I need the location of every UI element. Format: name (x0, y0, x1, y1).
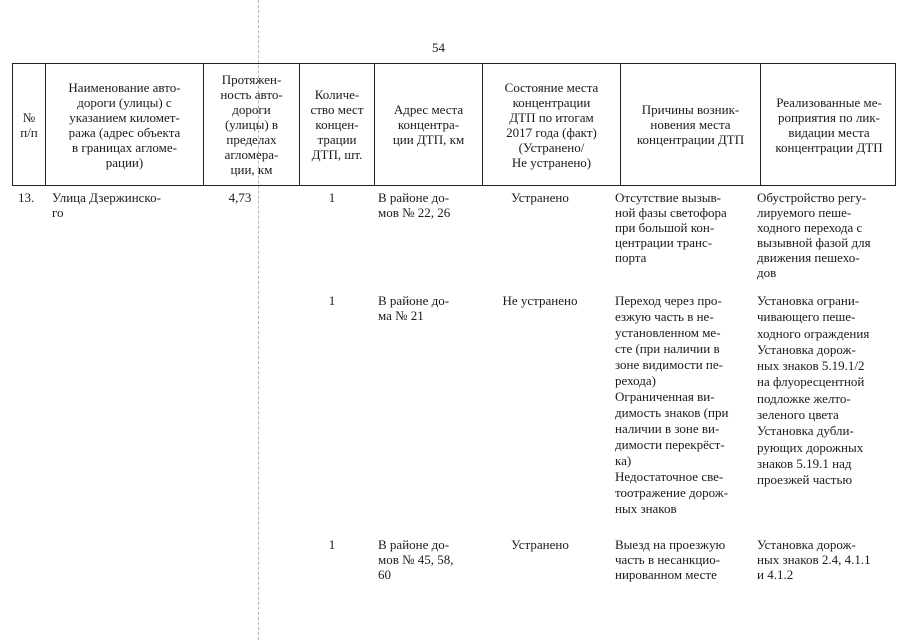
road-length: 4,73 (228, 190, 252, 205)
page-number: 54 (432, 40, 445, 55)
table-header (12, 63, 896, 186)
header-road-name: Наименование авто- дороги (улицы) с указанием километ- ража (адрес объекта в границах агломе- рации) (45, 64, 203, 185)
spot-count: 1 (328, 537, 336, 552)
header-number: № п/п (20, 109, 38, 140)
spot-measures: Установка ограни- чивающего пеше- ходного ограждения Установка дорож- ных знаков 5.19.1/2 на флуоресцентной подложке желто- зеленого цвета Установка дубли- рующих дорожных знаков 5.19.1 над проезжей частью (757, 293, 870, 488)
spot-status: Устранено (511, 537, 569, 552)
spot-address: В районе до- мов № 45, 58, 60 (378, 537, 454, 582)
spot-address: В районе до- мов № 22, 26 (378, 190, 451, 220)
header-spot-address: Адрес места концентра- ции ДТП, км (374, 64, 482, 185)
header-status-2017: Состояние места концентрации ДТП по итогам 2017 года (факт) (Устранено/ Не устранено) (482, 64, 620, 185)
spot-count: 1 (328, 293, 336, 308)
spot-address: В районе до- ма № 21 (378, 293, 450, 323)
spot-causes: Переход через про- езжую часть в не- установленном ме- сте (при наличии в зоне видимости пе- рехода) Ограниченная ви- димость знаков (при наличии в зоне ви- димости перекрёст- ка) Недостаточное све- тоотражение дорож- ных знаков (615, 293, 729, 516)
header-spot-count: Количе- ство мест концен- трации ДТП, шт. (299, 64, 374, 185)
header-measures: Реализованные ме- роприятия по лик- видации места концентрации ДТП (760, 64, 897, 185)
spot-measures: Обустройство регу- лируемого пеше- ходного перехода с вызывной фазой для движения пешехо- дов (757, 190, 871, 280)
spot-causes: Отсутствие вызыв- ной фазы светофора при большой кон- центрации транс- порта (615, 190, 727, 265)
spot-count: 1 (328, 190, 336, 205)
spot-causes: Выезд на проезжую часть в несанкцио- нированном месте (615, 537, 726, 582)
spot-status: Не устранено (502, 293, 578, 308)
header-road-length: Протяжен- ность авто- дороги (улицы) в пределах агломера- ции, км (203, 64, 299, 185)
header-causes: Причины возник- новения места концентрации ДТП (620, 64, 760, 185)
spot-measures: Установка дорож- ных знаков 2.4, 4.1.1 и 4.1.2 (757, 537, 871, 582)
row-number: 13. (18, 190, 35, 205)
road-name: Улица Дзержинско- го (52, 190, 161, 220)
spot-status: Устранено (511, 190, 569, 205)
